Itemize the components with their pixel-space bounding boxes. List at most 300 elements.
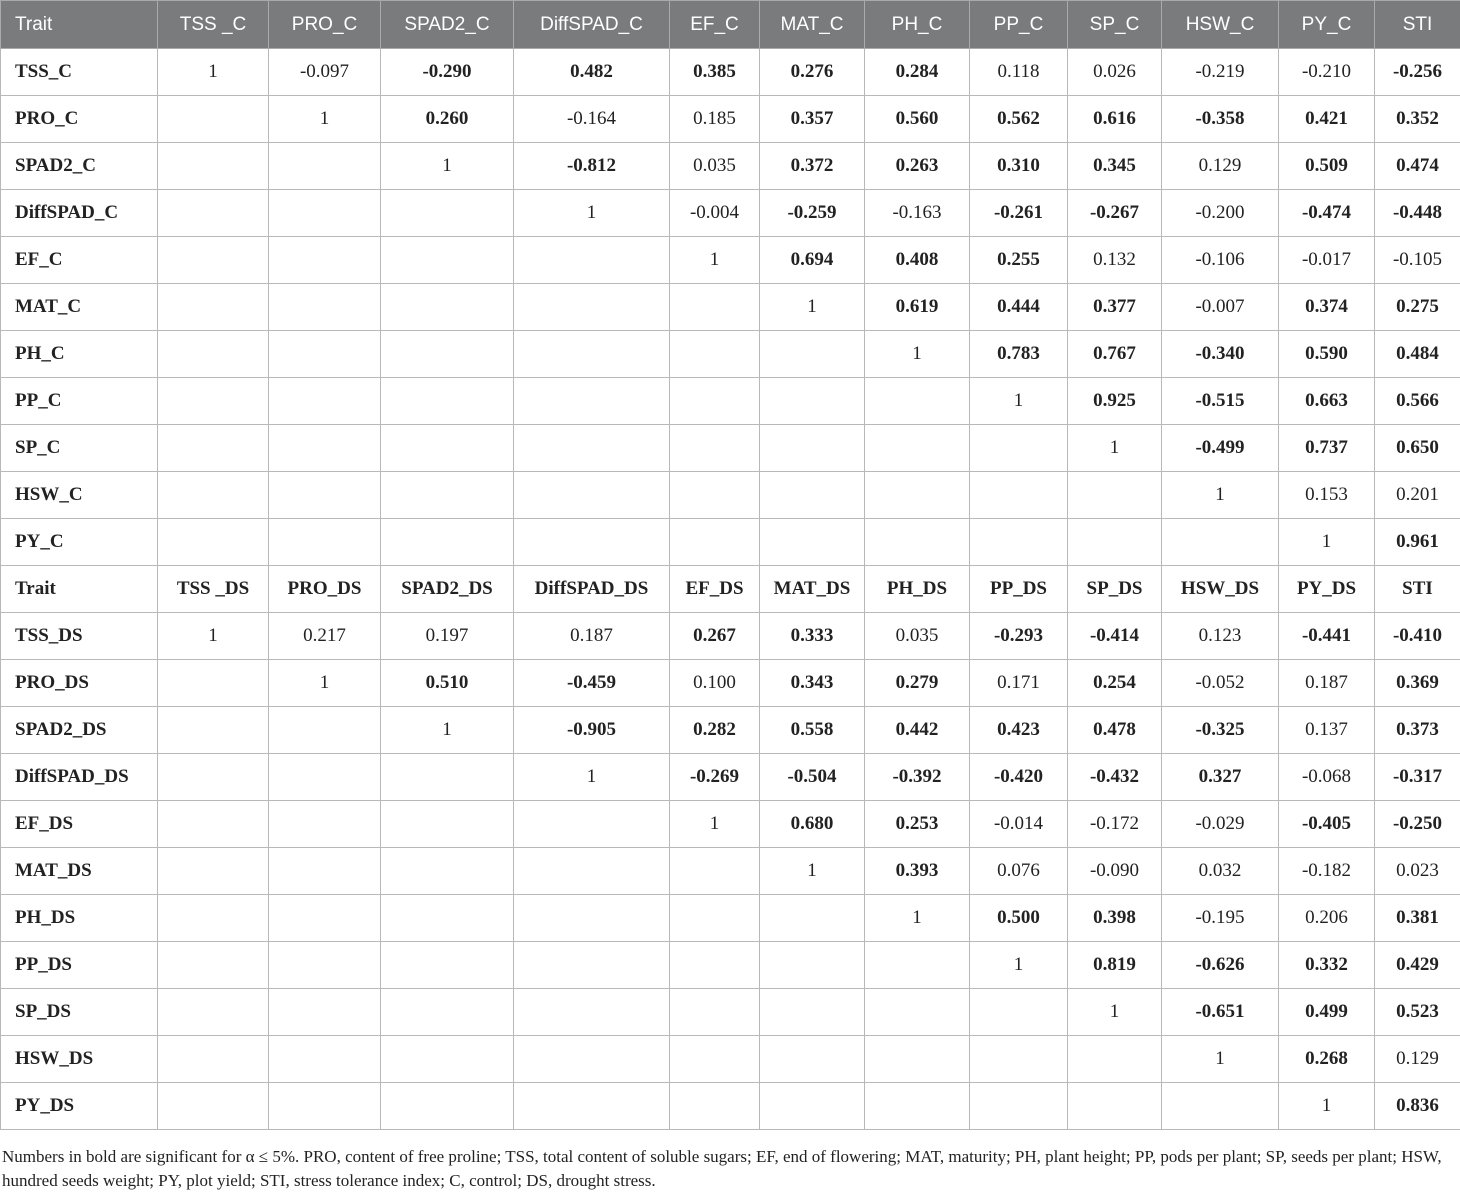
correlation-cell: -0.014	[970, 801, 1068, 848]
correlation-cell: 0.836	[1375, 1083, 1460, 1130]
correlation-cell	[269, 378, 381, 425]
drought-col-header-ph-ds: PH_DS	[865, 566, 970, 613]
correlation-cell: 1	[760, 284, 865, 331]
table-row	[1, 613, 1460, 660]
correlation-cell	[381, 284, 514, 331]
correlation-cell: 0.372	[760, 143, 865, 190]
table-row	[1, 848, 1460, 895]
drought-col-header-py-ds: PY_DS	[1279, 566, 1375, 613]
correlation-cell: 0.123	[1162, 613, 1279, 660]
correlation-cell: -0.029	[1162, 801, 1279, 848]
correlation-cell	[514, 848, 670, 895]
correlation-cell: -0.340	[1162, 331, 1279, 378]
correlation-cell: 0.333	[760, 613, 865, 660]
drought-col-header-sp-ds: SP_DS	[1068, 566, 1162, 613]
correlation-cell: 0.263	[865, 143, 970, 190]
correlation-cell	[158, 378, 269, 425]
correlation-cell: -0.905	[514, 707, 670, 754]
correlation-cell: -0.200	[1162, 190, 1279, 237]
correlation-cell: 0.500	[970, 895, 1068, 942]
correlation-cell: 1	[1162, 1036, 1279, 1083]
correlation-cell: 0.484	[1375, 331, 1460, 378]
correlation-cell	[158, 1083, 269, 1130]
correlation-cell	[269, 190, 381, 237]
row-label: EF_C	[1, 237, 158, 284]
row-label: HSW_DS	[1, 1036, 158, 1083]
correlation-cell: 1	[670, 237, 760, 284]
correlation-cell: 1	[514, 190, 670, 237]
correlation-cell: -0.317	[1375, 754, 1460, 801]
correlation-cell: 0.206	[1279, 895, 1375, 942]
row-label: TSS_C	[1, 49, 158, 96]
correlation-cell	[158, 848, 269, 895]
correlation-cell: 1	[1279, 1083, 1375, 1130]
correlation-cell: 1	[158, 613, 269, 660]
correlation-cell: 0.558	[760, 707, 865, 754]
correlation-cell	[670, 425, 760, 472]
correlation-cell	[865, 472, 970, 519]
correlation-cell: 0.444	[970, 284, 1068, 331]
correlation-cell: -0.432	[1068, 754, 1162, 801]
correlation-cell: 0.590	[1279, 331, 1375, 378]
drought-col-header-sti: STI	[1375, 566, 1460, 613]
table-row	[1, 1083, 1460, 1130]
correlation-cell: 0.357	[760, 96, 865, 143]
table-row	[1, 519, 1460, 566]
correlation-cell: 0.032	[1162, 848, 1279, 895]
correlation-cell	[158, 284, 269, 331]
correlation-cell	[760, 331, 865, 378]
correlation-cell	[970, 425, 1068, 472]
correlation-cell: 0.076	[970, 848, 1068, 895]
correlation-cell: 0.523	[1375, 989, 1460, 1036]
correlation-cell	[970, 519, 1068, 566]
correlation-cell: -0.004	[670, 190, 760, 237]
correlation-cell: 0.650	[1375, 425, 1460, 472]
correlation-cell	[158, 143, 269, 190]
correlation-cell	[865, 519, 970, 566]
correlation-cell	[1162, 1083, 1279, 1130]
correlation-cell: 0.381	[1375, 895, 1460, 942]
correlation-cell	[269, 801, 381, 848]
correlation-cell	[760, 895, 865, 942]
correlation-cell: 1	[1068, 425, 1162, 472]
correlation-cell: 0.100	[670, 660, 760, 707]
row-label: PY_DS	[1, 1083, 158, 1130]
control-col-header-pp-c: PP_C	[970, 1, 1068, 49]
correlation-cell: 0.961	[1375, 519, 1460, 566]
correlation-cell: 0.408	[865, 237, 970, 284]
correlation-cell	[514, 801, 670, 848]
row-label: TSS_DS	[1, 613, 158, 660]
correlation-cell	[381, 989, 514, 1036]
correlation-cell	[158, 472, 269, 519]
drought-col-header-ef-ds: EF_DS	[670, 566, 760, 613]
correlation-cell: 0.663	[1279, 378, 1375, 425]
correlation-cell: 0.509	[1279, 143, 1375, 190]
correlation-cell	[269, 754, 381, 801]
table-row	[1, 49, 1460, 96]
correlation-cell	[158, 707, 269, 754]
row-label: PRO_DS	[1, 660, 158, 707]
correlation-cell: 0.345	[1068, 143, 1162, 190]
control-col-header-pro-c: PRO_C	[269, 1, 381, 49]
table-row	[1, 237, 1460, 284]
correlation-cell: 0.783	[970, 331, 1068, 378]
correlation-cell: -0.250	[1375, 801, 1460, 848]
correlation-cell: 0.332	[1279, 942, 1375, 989]
row-label: DiffSPAD_DS	[1, 754, 158, 801]
correlation-cell: -0.261	[970, 190, 1068, 237]
drought-col-header-pp-ds: PP_DS	[970, 566, 1068, 613]
correlation-cell	[381, 472, 514, 519]
control-body	[1, 49, 1460, 566]
control-col-header-py-c: PY_C	[1279, 1, 1375, 49]
correlation-cell	[670, 519, 760, 566]
table-row	[1, 1036, 1460, 1083]
correlation-cell	[514, 1083, 670, 1130]
control-col-header-sti: STI	[1375, 1, 1460, 49]
correlation-cell: 0.035	[865, 613, 970, 660]
correlation-cell: 0.499	[1279, 989, 1375, 1036]
correlation-cell	[865, 989, 970, 1036]
drought-col-header-tss-ds: TSS _DS	[158, 566, 269, 613]
correlation-cell	[670, 1036, 760, 1083]
correlation-cell: 0.310	[970, 143, 1068, 190]
correlation-cell	[970, 1083, 1068, 1130]
correlation-cell: 0.153	[1279, 472, 1375, 519]
correlation-cell: 0.373	[1375, 707, 1460, 754]
correlation-cell	[670, 848, 760, 895]
correlation-cell: 1	[865, 895, 970, 942]
correlation-cell: 0.284	[865, 49, 970, 96]
correlation-cell: -0.172	[1068, 801, 1162, 848]
correlation-cell: -0.626	[1162, 942, 1279, 989]
correlation-cell	[514, 1036, 670, 1083]
control-col-header-tss-c: TSS _C	[158, 1, 269, 49]
correlation-cell	[670, 989, 760, 1036]
correlation-cell	[158, 801, 269, 848]
drought-body	[1, 613, 1460, 1130]
correlation-cell: 1	[381, 707, 514, 754]
table-row	[1, 895, 1460, 942]
correlation-cell	[158, 1036, 269, 1083]
correlation-cell: 0.482	[514, 49, 670, 96]
correlation-cell: -0.269	[670, 754, 760, 801]
table-row	[1, 801, 1460, 848]
correlation-cell	[269, 1083, 381, 1130]
correlation-cell	[760, 942, 865, 989]
correlation-cell: 0.171	[970, 660, 1068, 707]
correlation-cell: 0.560	[865, 96, 970, 143]
correlation-cell	[865, 1036, 970, 1083]
correlation-cell	[970, 472, 1068, 519]
correlation-cell: -0.474	[1279, 190, 1375, 237]
correlation-cell	[514, 331, 670, 378]
control-col-header-ef-c: EF_C	[670, 1, 760, 49]
row-label: HSW_C	[1, 472, 158, 519]
correlation-cell: 0.282	[670, 707, 760, 754]
correlation-cell	[760, 1036, 865, 1083]
correlation-cell	[514, 425, 670, 472]
correlation-cell: 0.023	[1375, 848, 1460, 895]
control-col-header-diffspad-c: DiffSPAD_C	[514, 1, 670, 49]
correlation-cell: -0.358	[1162, 96, 1279, 143]
correlation-cell: -0.219	[1162, 49, 1279, 96]
table-row	[1, 707, 1460, 754]
correlation-cell: 0.201	[1375, 472, 1460, 519]
correlation-cell	[381, 895, 514, 942]
correlation-cell: -0.164	[514, 96, 670, 143]
correlation-cell: 0.276	[760, 49, 865, 96]
correlation-cell: -0.017	[1279, 237, 1375, 284]
correlation-cell: 0.478	[1068, 707, 1162, 754]
table-row	[1, 425, 1460, 472]
table-row	[1, 942, 1460, 989]
correlation-cell: 0.421	[1279, 96, 1375, 143]
correlation-cell	[970, 1036, 1068, 1083]
correlation-cell: -0.651	[1162, 989, 1279, 1036]
drought-col-header-diffspad-ds: DiffSPAD_DS	[514, 566, 670, 613]
correlation-cell: 0.925	[1068, 378, 1162, 425]
correlation-cell: 0.217	[269, 613, 381, 660]
correlation-cell	[381, 378, 514, 425]
table-row	[1, 660, 1460, 707]
row-label: PP_DS	[1, 942, 158, 989]
correlation-cell	[760, 425, 865, 472]
correlation-cell: 0.197	[381, 613, 514, 660]
correlation-cell	[670, 378, 760, 425]
drought-col-header-trait: Trait	[1, 566, 158, 613]
correlation-cell: 0.737	[1279, 425, 1375, 472]
drought-col-header-mat-ds: MAT_DS	[760, 566, 865, 613]
correlation-cell: 1	[1068, 989, 1162, 1036]
row-label: SPAD2_DS	[1, 707, 158, 754]
correlation-cell: 0.819	[1068, 942, 1162, 989]
correlation-cell	[1068, 519, 1162, 566]
correlation-cell: -0.097	[269, 49, 381, 96]
correlation-cell: 0.374	[1279, 284, 1375, 331]
correlation-cell: 0.129	[1375, 1036, 1460, 1083]
correlation-cell	[381, 190, 514, 237]
correlation-cell	[514, 378, 670, 425]
correlation-cell: 0.510	[381, 660, 514, 707]
correlation-cell: 0.474	[1375, 143, 1460, 190]
correlation-cell: 0.118	[970, 49, 1068, 96]
correlation-cell: 1	[1279, 519, 1375, 566]
correlation-cell: 0.268	[1279, 1036, 1375, 1083]
row-label: SP_C	[1, 425, 158, 472]
correlation-cell: 1	[514, 754, 670, 801]
correlation-cell: 0.026	[1068, 49, 1162, 96]
control-col-header-sp-c: SP_C	[1068, 1, 1162, 49]
correlation-cell: 1	[970, 942, 1068, 989]
correlation-cell: 0.352	[1375, 96, 1460, 143]
correlation-cell: 0.619	[865, 284, 970, 331]
correlation-cell	[158, 331, 269, 378]
correlation-cell: 0.767	[1068, 331, 1162, 378]
correlation-cell: -0.007	[1162, 284, 1279, 331]
correlation-cell: -0.182	[1279, 848, 1375, 895]
row-label: PH_C	[1, 331, 158, 378]
correlation-cell	[269, 989, 381, 1036]
correlation-cell: -0.325	[1162, 707, 1279, 754]
correlation-cell: 0.442	[865, 707, 970, 754]
correlation-cell	[970, 989, 1068, 1036]
correlation-cell: -0.420	[970, 754, 1068, 801]
correlation-cell	[269, 519, 381, 566]
correlation-cell	[269, 425, 381, 472]
correlation-cell	[760, 1083, 865, 1130]
correlation-cell: 0.327	[1162, 754, 1279, 801]
correlation-cell	[269, 331, 381, 378]
correlation-cell	[158, 895, 269, 942]
correlation-cell	[381, 754, 514, 801]
correlation-cell	[269, 237, 381, 284]
correlation-cell: -0.106	[1162, 237, 1279, 284]
correlation-cell: 0.393	[865, 848, 970, 895]
correlation-cell: 0.187	[1279, 660, 1375, 707]
correlation-cell: 0.694	[760, 237, 865, 284]
correlation-cell	[1068, 472, 1162, 519]
correlation-cell	[760, 519, 865, 566]
correlation-cell: -0.090	[1068, 848, 1162, 895]
correlation-cell: -0.068	[1279, 754, 1375, 801]
correlation-cell: -0.293	[970, 613, 1068, 660]
correlation-cell: -0.256	[1375, 49, 1460, 96]
correlation-cell	[514, 284, 670, 331]
table-row	[1, 190, 1460, 237]
correlation-cell	[158, 96, 269, 143]
row-label: MAT_DS	[1, 848, 158, 895]
correlation-cell	[1162, 519, 1279, 566]
row-label: SP_DS	[1, 989, 158, 1036]
correlation-cell	[158, 237, 269, 284]
correlation-cell: 0.279	[865, 660, 970, 707]
correlation-cell	[865, 378, 970, 425]
correlation-cell	[670, 895, 760, 942]
correlation-cell	[269, 284, 381, 331]
correlation-cell: 0.423	[970, 707, 1068, 754]
correlation-cell	[158, 942, 269, 989]
correlation-cell: 0.253	[865, 801, 970, 848]
row-label: PH_DS	[1, 895, 158, 942]
correlation-cell	[514, 895, 670, 942]
correlation-cell	[158, 519, 269, 566]
correlation-cell: 0.429	[1375, 942, 1460, 989]
correlation-cell: -0.441	[1279, 613, 1375, 660]
correlation-cell	[269, 895, 381, 942]
table-row	[1, 143, 1460, 190]
correlation-cell: 1	[970, 378, 1068, 425]
correlation-cell	[865, 1083, 970, 1130]
correlation-cell: 1	[269, 96, 381, 143]
correlation-cell	[670, 1083, 760, 1130]
correlation-cell: 0.137	[1279, 707, 1375, 754]
correlation-cell	[158, 425, 269, 472]
correlation-cell	[158, 660, 269, 707]
correlation-cell: -0.812	[514, 143, 670, 190]
correlation-cell	[269, 143, 381, 190]
row-label: DiffSPAD_C	[1, 190, 158, 237]
correlation-cell: 0.254	[1068, 660, 1162, 707]
correlation-cell	[269, 848, 381, 895]
correlation-cell: -0.392	[865, 754, 970, 801]
correlation-cell	[269, 472, 381, 519]
table-row	[1, 378, 1460, 425]
correlation-cell	[269, 1036, 381, 1083]
correlation-cell	[381, 848, 514, 895]
correlation-cell: -0.195	[1162, 895, 1279, 942]
table-footnote: Numbers in bold are significant for α ≤ 5%. PRO, content of free proline; TSS, total content of soluble sugars; EF, end of flowering; MAT, maturity; PH, plant height; PP, pods per plant; SP, seeds per plant; HSW, hundred seeds weight; PY, plot yield; STI, stress tolerance index; C, control; DS, drought stress.	[2, 1147, 1442, 1190]
correlation-cell	[158, 989, 269, 1036]
correlation-cell	[865, 425, 970, 472]
correlation-cell	[269, 942, 381, 989]
correlation-cell: -0.459	[514, 660, 670, 707]
correlation-cell: 0.187	[514, 613, 670, 660]
correlation-cell: -0.410	[1375, 613, 1460, 660]
correlation-cell	[760, 378, 865, 425]
correlation-cell: 1	[158, 49, 269, 96]
correlation-cell	[514, 472, 670, 519]
correlation-cell: 0.680	[760, 801, 865, 848]
drought-col-header-hsw-ds: HSW_DS	[1162, 566, 1279, 613]
correlation-cell: 1	[1162, 472, 1279, 519]
correlation-cell	[670, 942, 760, 989]
table-row	[1, 96, 1460, 143]
correlation-cell: 0.035	[670, 143, 760, 190]
table-row	[1, 472, 1460, 519]
correlation-cell: -0.052	[1162, 660, 1279, 707]
correlation-cell: 0.562	[970, 96, 1068, 143]
drought-header-row	[1, 566, 1460, 613]
correlation-cell: 0.566	[1375, 378, 1460, 425]
correlation-cell	[381, 331, 514, 378]
row-label: SPAD2_C	[1, 143, 158, 190]
correlation-cell: 0.255	[970, 237, 1068, 284]
correlation-cell	[381, 425, 514, 472]
correlation-cell: 0.267	[670, 613, 760, 660]
correlation-cell: -0.290	[381, 49, 514, 96]
correlation-cell	[670, 472, 760, 519]
row-label: PRO_C	[1, 96, 158, 143]
correlation-cell: 0.132	[1068, 237, 1162, 284]
correlation-cell	[670, 331, 760, 378]
correlation-cell	[514, 989, 670, 1036]
control-col-header-ph-c: PH_C	[865, 1, 970, 49]
correlation-cell: 0.377	[1068, 284, 1162, 331]
correlation-cell: 0.129	[1162, 143, 1279, 190]
correlation-cell: 0.343	[760, 660, 865, 707]
correlation-cell	[760, 472, 865, 519]
correlation-cell: -0.267	[1068, 190, 1162, 237]
correlation-cell	[670, 284, 760, 331]
drought-section	[1, 566, 1460, 613]
row-label: PP_C	[1, 378, 158, 425]
correlation-cell	[514, 942, 670, 989]
correlation-cell: -0.499	[1162, 425, 1279, 472]
correlation-cell: -0.414	[1068, 613, 1162, 660]
correlation-cell: -0.405	[1279, 801, 1375, 848]
drought-col-header-spad2-ds: SPAD2_DS	[381, 566, 514, 613]
row-label: PY_C	[1, 519, 158, 566]
correlation-cell	[760, 989, 865, 1036]
correlation-cell: 0.260	[381, 96, 514, 143]
control-col-header-spad2-c: SPAD2_C	[381, 1, 514, 49]
correlation-cell: -0.504	[760, 754, 865, 801]
correlation-cell: 1	[865, 331, 970, 378]
correlation-cell: 1	[670, 801, 760, 848]
